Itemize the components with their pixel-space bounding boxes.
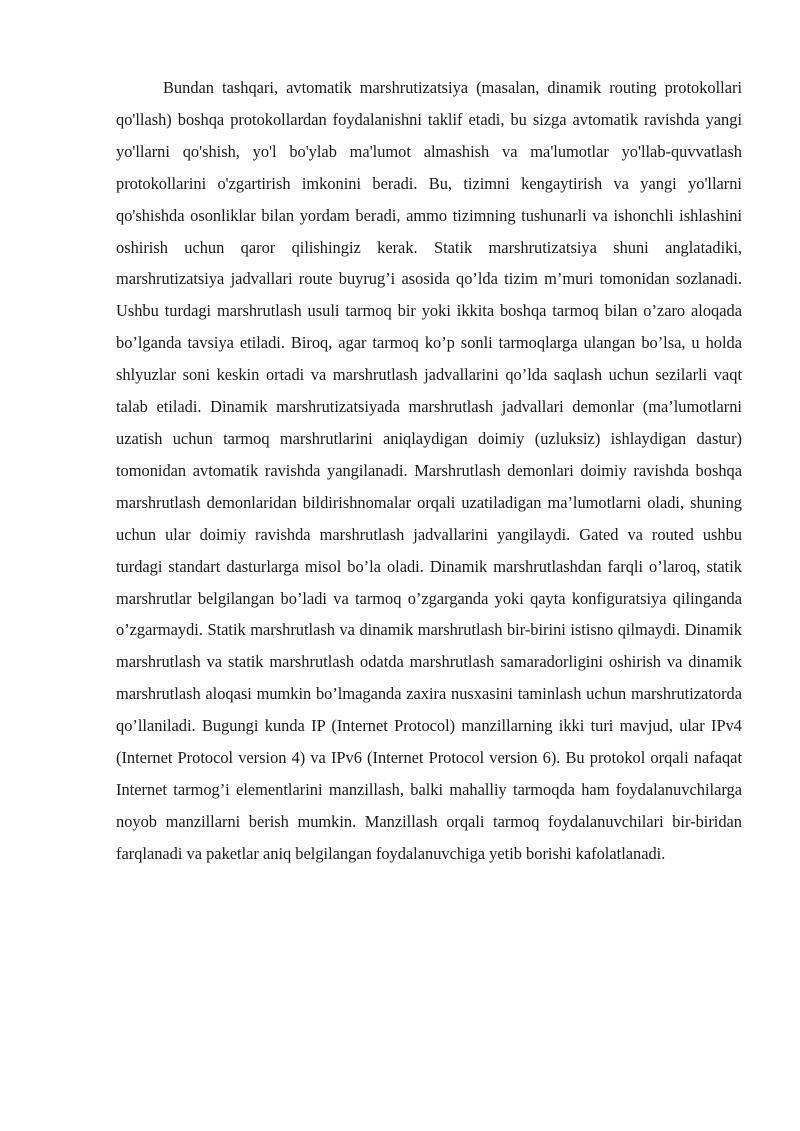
- paragraph: Bundan tashqari, avtomatik marshrutizatsiya (masalan, dinamik routing protokollari qo'llash) boshqa protokollardan foydalanishni taklif etadi, bu sizga avtomatik ravishda yangi yo'llarni qo'shish, yo'l bo'ylab ma'lumot almashish va ma'lumotlar yo'llab-quvvatlash protokollarini o'zgartirish imkonini beradi. Bu, tizimni kengaytirish va yangi yo'llarni qo'shishda osonliklar bilan yordam beradi, ammo tizimning tushunarli va ishonchli ishlashini oshirish uchun qaror qilishingiz kerak. Statik marshrutizatsiya shuni anglatadiki, marshrutizatsiya jadvallari route buyrug’i asosida qo’lda tizim m’muri tomonidan sozlanadi. Ushbu turdagi marshrutlash usuli tarmoq bir yoki ikkita boshqa tarmoq bilan o’zaro aloqada bo’lganda tavsiya etiladi. Biroq, agar tarmoq ko’p sonli tarmoqlarga ulangan bo’lsa, u holda shlyuzlar soni keskin ortadi va marshrutlash jadvallarini qo’lda saqlash uchun sezilarli vaqt talab etiladi. Dinamik marshrutizatsiyada marshrutlash jadvallari demonlar (ma’lumotlarni uzatish uchun tarmoq marshrutlarini aniqlaydigan doimiy (uzluksiz) ishlaydigan dastur) tomonidan avtomatik ravishda yangilanadi. Marshrutlash demonlari doimiy ravishda boshqa marshrutlash demonlaridan bildirishnomalar orqali uzatiladigan ma’lumotlarni oladi, shuning uchun ular doimiy ravishda marshrutlash jadvallarini yangilaydi. Gated va routed ushbu turdagi standart dasturlarga misol bo’la oladi. Dinamik marshrutlashdan farqli o’laroq, statik marshrutlar belgilangan bo’ladi va tarmoq o’zgarganda yoki qayta konfiguratsiya qilinganda o’zgarmaydi. Statik marshrutlash va dinamik marshrutlash bir-birini istisno qilmaydi. Dinamik marshrutlash va statik marshrutlash odatda marshrutlash samaradorligini oshirish va dinamik marshrutlash aloqasi mumkin bo’lmaganda zaxira nusxasini taminlash uchun marshrutizatorda qo’llaniladi. Bugungi kunda IP (Internet Protocol) manzillarning ikki turi mavjud, ular IPv4 (Internet Protocol version 4) va IPv6 (Internet Protocol version 6). Bu protokol orqali nafaqat Internet tarmog’i elementlarini manzillash, balki mahalliy tarmoqda ham foydalanuvchilarga noyob manzillarni berish mumkin. Manzillash orqali tarmoq foydalanuvchilari bir-biridan farqlanadi va paketlar aniq belgilangan foydalanuvchiga yetib borishi kafolatlanadi.: [116, 78, 742, 863]
- body-text: [116, 72, 742, 870]
